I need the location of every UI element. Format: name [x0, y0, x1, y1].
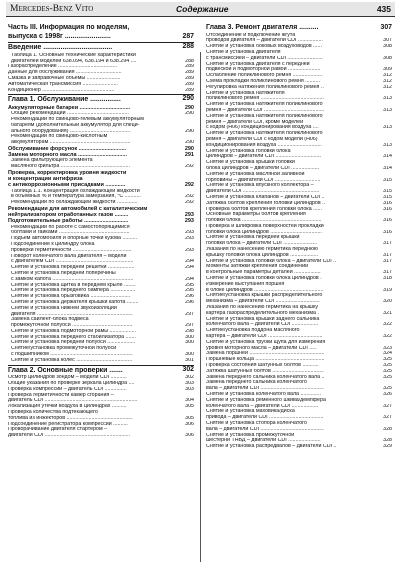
toc-entry-title: кондиционирования воздуха .............................. [206, 142, 322, 148]
toc-entry-title: Снятие и установка головки блока [206, 148, 291, 154]
toc-entry-title: горловины – двигатели CDI ............................... [206, 177, 321, 183]
toc-entry-page: 289 [185, 81, 194, 87]
toc-entry-title: ремня – двигатели CDI, кроме моделей [206, 119, 304, 125]
toc-entry-page: 307 [380, 24, 392, 31]
toc-entry-page: 295 [185, 282, 194, 288]
toc-entry-title: Снятие и установка передней поперечины [8, 270, 116, 276]
toc-entry-page: 315 [383, 194, 392, 200]
toc-entry[interactable] [206, 444, 392, 450]
toc-entry-title: двигатели CDI .......................................................... [8, 433, 131, 439]
toc-entry-title: Рекомендации по свинцово-гелевым аккумуляторным [8, 116, 144, 122]
toc-entry-page: 315 [383, 189, 392, 195]
toc-entry-page: 301 [185, 357, 194, 363]
toc-entry-title: Рекомендации по свинцово-кислотным [8, 134, 108, 140]
toc-entry-page: 294 [185, 259, 194, 265]
toc-entry-title: Снятие и установка передней решетки .................. [8, 265, 135, 271]
toc-entry-page: 304 [185, 398, 194, 404]
toc-entry-title: Снятие/установка поддона масляного [206, 328, 300, 334]
toc-entry-page: 327 [383, 403, 392, 409]
toc-entry-page: 290 [182, 95, 194, 103]
toc-entry-title: Часть III. Информация по моделям, [8, 24, 130, 31]
toc-entry-title: Снятие и установка маховика/диска [206, 409, 295, 415]
toc-entry-title: уровня моторного масла – двигатели CDI ..... [206, 345, 317, 351]
toc-entry-page: 308 [383, 55, 392, 61]
toc-entry-title: нейтрализатором отработанных газов ......... [8, 212, 129, 219]
toc-entry-title: Замена моторного масла ................................ [8, 152, 127, 159]
toc-entry-title: Проверка компрессии – двигатель CDI ............... [8, 386, 127, 392]
toc-entry-page: 300 [185, 334, 194, 340]
toc-entry-title: привода – двигатели CDI ..................................... [206, 415, 324, 421]
toc-entry[interactable] [8, 433, 194, 439]
toc-entry-title: Снятие и установка брызговика ........................... [8, 294, 131, 300]
toc-entry-title: Снятие и установка колес ...................................... [8, 357, 133, 363]
toc-entry-title: Снятие и установка натяжителя поликлинового [206, 131, 323, 137]
toc-entry-title: Автоматическая трансмиссия ........................ [8, 81, 118, 87]
toc-entry-title: Подготовительные работы ............................. [8, 218, 129, 225]
toc-entry-title: Снятие и установка двигателя [206, 49, 281, 55]
toc-entry-title: двигателя ................................................................. [8, 311, 133, 317]
toc-entry-page: 325 [383, 363, 392, 369]
toc-entry-title: Замена фильтрующего элемента [8, 158, 93, 164]
toc-entry-page: 287 [182, 32, 194, 40]
toc-entry-title: крышку головки блока цилиндров ................... [206, 252, 319, 258]
toc-entry-page: 312 [383, 73, 392, 79]
toc-entry-title: Моменты затяжки крепления соединений [206, 264, 309, 270]
toc-entry[interactable] [8, 33, 194, 42]
toc-entry-page: 329 [383, 444, 392, 450]
toc-entry-page: 289 [185, 64, 194, 70]
toc-entry-title: Замена переднего сальника коленчатого [206, 380, 307, 386]
toc-entry-title: картера газораспределительного механизма . [206, 310, 319, 316]
toc-entry-title: Снятие и установка трубки щупа для измерения [206, 339, 326, 345]
toc-entry-title: Рекомендации по работе с самостопорящимися [8, 224, 130, 230]
toc-entry-page: 325 [383, 368, 392, 374]
toc-entry-page: 313 [383, 96, 392, 102]
toc-entry-title: Снятие/установка крышки распределительного [206, 293, 323, 299]
toc-entry-page: 323 [383, 345, 392, 351]
toc-entry-page: 290 [184, 104, 194, 111]
toc-entry-title: Замена переднего сальника коленчатого вала .. [206, 374, 325, 380]
toc-entry-page: 303 [185, 381, 194, 387]
toc-entry-title: Затяжка шатунных болтов ................................... [206, 368, 324, 374]
toc-entry-title: ремня – двигатели CDI с кодом модели (H06) [206, 136, 318, 142]
toc-entry-page: 325 [383, 386, 392, 392]
toc-entry-title: Снятие и установка крышки головки [206, 160, 295, 166]
toc-entry-page: 316 [383, 218, 392, 224]
toc-entry-title: Аккумуляторные батареи ................................. [8, 104, 131, 111]
toc-entry-page: 305 [185, 404, 194, 410]
toc-entry-title: с подшипником ........................................................ [8, 352, 133, 358]
toc-entry-title: Указания по нанесению герметика переднюю [206, 247, 318, 253]
toc-entry-page: 305 [185, 415, 194, 421]
toc-entry-title: Замена сайлент-блока подвеса [8, 317, 89, 323]
toc-entry-title: Снятие и установка натяжителя поликлинового [206, 113, 323, 119]
toc-entry-page: 290 [184, 145, 194, 152]
toc-entry[interactable] [8, 358, 194, 364]
toc-entry-title: Газораспределение ........................................ [8, 64, 118, 70]
toc-entry-title: цилиндров – двигатели CDI ............................... [206, 154, 322, 160]
toc-entry-title: Снятие и установка масляной заливной [206, 171, 305, 177]
toc-entry-page: 295 [185, 288, 194, 294]
toc-entry-title: Проверка герметичности камер сгорания – [8, 392, 114, 398]
toc-entry-page: 302 [182, 365, 194, 373]
toc-entry-title: Общие указания по проверке зеркала цилиндра .... [8, 381, 135, 387]
toc-entry-page: 292 [185, 200, 194, 206]
toc-entry-page: 317 [383, 252, 392, 258]
toc-entry-title: аккумуляторам ....................................................... [8, 140, 131, 146]
toc-entry-page: 294 [185, 276, 194, 282]
toc-entry-title: Снятие и установка двигателя с передней [206, 61, 310, 67]
toc-entry-page: 288 [182, 43, 194, 51]
toc-entry-title: Таблица 1.1. Концентрация охлаждающей жидкости [8, 188, 140, 194]
toc-entry-title: Снятие/установка промежуточной полуоси [8, 346, 117, 352]
toc-entry-title: Введение .................................... [8, 44, 113, 52]
toc-entry-title: Проворачивание двигателя стартером – [8, 427, 108, 433]
toc-entry-page: 292 [185, 194, 194, 200]
toc-entry-title: с двигателем CDI ..................................................... [8, 259, 134, 265]
toc-entry-page: 328 [383, 426, 392, 432]
toc-entry-page: 313 [383, 125, 392, 131]
toc-entry-title: батареям (дополнительный аккумулятор для специ- [8, 122, 140, 128]
toc-entry-title: Проверка болтов крепления головки блока ...... [206, 206, 322, 212]
toc-entry-title: Снятие и установка головки блока – двигатели CDI .. [206, 258, 337, 264]
toc-entry-page: 293 [184, 218, 194, 225]
toc-entry-title: Смазка и заправочные объемы ....................... [8, 75, 121, 81]
toc-entry-title: ального оборудования) ......................................... [8, 128, 131, 134]
toc-entry-page: 312 [383, 84, 392, 90]
toc-entry-page: 297 [185, 311, 194, 317]
toc-entry-title: вала – двигатели CDI ........................................... [206, 426, 324, 432]
toc-entry-title: Снятие и установка переднего бампера ................. [8, 288, 136, 294]
toc-entry-title: Рекомендации по охлаждающей жидкости .............. [8, 200, 138, 206]
toc-entry-title: Регулировка натяжения поликлинового ремня .. [206, 84, 324, 90]
toc-entry-page: 306 [185, 421, 194, 427]
toc-entry-title: механизма – двигатели CDI .............................. [206, 299, 320, 305]
toc-entry-title: Общие рекомендации .......................................... [8, 111, 129, 117]
toc-entry-title: Снятие и установка головки блока цилиндров . [206, 276, 322, 282]
toc-left-column [8, 24, 194, 439]
toc-entry-page: 320 [383, 299, 392, 305]
toc-entry-page: 321 [383, 310, 392, 316]
toc-entry-page: 316 [383, 200, 392, 206]
toc-entry-title: поликлинового ремня ........................................... [206, 96, 325, 102]
toc-entry-title: Схема прокладки поликлинового ремня .......... [206, 78, 320, 84]
toc-entry-title: коленчатого вала – двигатели CDI .................. [206, 322, 319, 328]
toc-entry-page: 325 [383, 374, 392, 380]
toc-entry-page: 294 [185, 265, 194, 271]
toc-entry-title: Локализация утечки воздуха в цилиндрах .......... [8, 404, 127, 410]
toc-entry-page: 293 [185, 247, 194, 253]
toc-entry-page: 290 [185, 140, 194, 146]
toc-entry-title: с трансмиссией – двигатели CDI ........................ [206, 55, 323, 61]
toc-entry-page: 289 [185, 87, 194, 93]
toc-entry[interactable] [8, 24, 194, 33]
toc-entry-page: 306 [185, 433, 194, 439]
toc-entry-page: 319 [383, 287, 392, 293]
toc-entry[interactable] [206, 24, 392, 33]
toc-entry-title: проводов двигателя – двигатели CDI ................. [206, 38, 323, 44]
toc-entry-title: Осмотр цилиндров зондом – модели CDI ........... [8, 375, 127, 381]
toc-entry-title: Поворот коленчатого вала двигателя – модели [8, 253, 127, 259]
toc-entry-title: Указания по нанесению герметика на крышку [206, 305, 319, 311]
toc-entry-title: головки блока ...................................................... [206, 218, 322, 224]
toc-entry-title: Данные для обслуживания ............................... [8, 70, 122, 76]
toc-entry-page: 293 [184, 212, 194, 219]
toc-entry-title: Глава 2. Основные проверки ....... [8, 366, 123, 374]
toc-entry-page: 296 [185, 299, 194, 305]
toc-entry-title: Снятие и установка промежуточной [206, 432, 295, 438]
toc-entry-title: Основные параметры болтов крепления [206, 212, 306, 218]
toc-entry-title: Замена поршней ................................................... [206, 351, 325, 357]
page-header [6, 2, 395, 17]
toc-entry-title: двигатель CDI ............................................................... [8, 398, 138, 404]
toc-entry-title: Снятие и установка впускного коллектора – [206, 183, 314, 189]
toc-entry-page: 293 [185, 230, 194, 236]
toc-entry-title: Снятие и установка натяжителя [206, 90, 285, 96]
toc-entry-title: Снятие и установка распредвалов – двигатели CDI .. [206, 444, 337, 450]
toc-entry-page: 317 [383, 241, 392, 247]
toc-entry-title: картера – двигатели CDI ..................................... [206, 334, 323, 340]
toc-entry-page: 313 [383, 142, 392, 148]
toc-entry-title: блока цилиндров – двигатели CDI ................... [206, 165, 320, 171]
toc-entry-title: ремня – двигатели CDI ......................................... [206, 107, 325, 113]
running-title: Mercedes-Benz Vito [10, 4, 94, 14]
toc-entry[interactable] [8, 365, 194, 376]
toc-entry-page: 307 [383, 38, 392, 44]
column-divider [200, 52, 201, 562]
toc-entry-page: 292 [185, 164, 194, 170]
toc-entry-title: Снятие и установка передней крышки [206, 235, 300, 241]
toc-right-column [206, 24, 392, 450]
toc-entry-title: Снятие и установка коленчатого вала .............. [206, 392, 322, 397]
toc-entry-title: двигателей моделей 638.094, 638.194 и 638.294 .... [8, 58, 137, 64]
toc-entry-page: 314 [383, 165, 392, 171]
toc-entry-title: Снятие и установка подмоторной рамы .................. [8, 328, 137, 334]
toc-entry-title: Ослабление поликлинового ремня .................... [206, 73, 323, 79]
toc-entry-title: Проверка, корректировка уровня жидкости [8, 169, 127, 176]
toc-entry-title: Снятие и установка переднего стабилизатора ....... [8, 334, 136, 340]
toc-entry-page: 302 [185, 375, 194, 381]
toc-entry-page: 328 [383, 438, 392, 444]
toc-entry-title: с замком капота ....................................................... [8, 276, 134, 282]
toc-entry-title: Подъем автомобиля и опорные точки кузова .......... [8, 236, 138, 242]
toc-entry-title: Отсоединение и подключение жгута [206, 32, 296, 38]
toc-entry-page: 315 [383, 177, 392, 183]
page-number: 435 [376, 4, 391, 14]
toc-entry[interactable] [8, 42, 194, 53]
toc-entry-page: 314 [383, 154, 392, 160]
toc-entry-title: Снятие и установка нижней звукоизоляции [8, 305, 117, 311]
toc-entry-title: Кондиционер ................................................. [8, 87, 115, 93]
toc-entry-title: Рекомендации для автомобилей с каталитическим [8, 205, 148, 212]
toc-entry-title: промежуточной полуоси ......................................... [8, 323, 133, 329]
toc-entry-title: шестерни ТНВД – двигатели CDI ...................... [206, 438, 321, 444]
toc-entry-title: Проверка и шлифовка поверхностей прокладки [206, 223, 324, 229]
toc-entry-title: Снятие и установка ременного шкива/демпфера [206, 397, 326, 403]
toc-entry-title: Снятие и установка натяжителя поликлинового [206, 102, 323, 108]
toc-entry-title: коленчатого вала – двигатели CDI .................. [206, 403, 319, 409]
toc-entry-title: с антикоррозионными присадками ............. [8, 182, 126, 189]
toc-entry-title: подвеской и подмоторной рамой ...................... [206, 67, 321, 73]
toc-entry-page: 292 [184, 182, 194, 189]
toc-entry-title: в объемных % и температура замерзания, °C ........... [8, 194, 141, 200]
toc-entry-title: головки блока – двигатели CDI ....................... [206, 241, 318, 247]
toc-entry-title: Снятие и установка боковых воздуховодов ...... [206, 44, 322, 50]
toc-entry-title: выпуска с 1998г ........................ [8, 32, 111, 40]
toc-entry-page: 326 [383, 392, 392, 397]
toc-entry-page: 289 [185, 70, 194, 76]
toc-entry-page: 290 [185, 128, 194, 134]
toc-entry-page: 300 [185, 352, 194, 358]
toc-entry-page: 322 [383, 322, 392, 328]
toc-entry-title: Снятие и установка крышки заднего сальника [206, 316, 320, 322]
toc-entry-title: Снятие и установка держателя крышки капота ........ [8, 299, 139, 305]
toc-entry-title: Измерение выступания поршня [206, 281, 285, 287]
toc-entry-page: 293 [185, 236, 194, 242]
toc-entry-title: Проверка состояния шатунных болтов ........... [206, 363, 319, 369]
toc-entry-title: Снятие и установка щитка в переднем крыле ........ [8, 282, 136, 288]
toc-entry-page: 288 [185, 58, 194, 64]
toc-entry-title: Подсоединение к цилиндру блока [8, 241, 95, 247]
toc-entry-page: 308 [383, 44, 392, 50]
toc-entry-page: 318 [383, 276, 392, 282]
toc-entry-page: 325 [383, 357, 392, 363]
toc-entry-title: проверки герметичности ........................................ [8, 247, 132, 253]
toc-entry-page: 316 [383, 229, 392, 235]
toc-entry-page: 298 [185, 328, 194, 334]
toc-entry-title: с кодом (H06) кондиционирования воздуха .... [206, 125, 319, 131]
toc-entry-title: Глава 3. Ремонт двигателя .......... [206, 24, 319, 31]
section-title: Содержание [176, 4, 229, 14]
toc-entry-page: 303 [185, 386, 194, 392]
toc-entry-title: Затяжка болтов крепления головки цилиндров .. [206, 200, 326, 206]
toc-entry-title: Таблица 1. Основные технические характеристики [8, 52, 136, 58]
toc-entry-title: Глава 1. Обслуживание ................ [8, 96, 121, 104]
toc-entry-page: 300 [185, 340, 194, 346]
toc-entry-title: в блоке цилиндров ............................................... [206, 287, 324, 293]
toc-entry-page: 309 [383, 67, 392, 73]
toc-entry-title: и концентрации антифриза [8, 176, 83, 183]
toc-entry-page: 297 [185, 323, 194, 329]
toc-entry-title: Снятие и установка клапанов – двигатели CDI .. [206, 194, 325, 200]
toc-entry-page: 322 [383, 334, 392, 340]
toc-entry-page: 327 [383, 415, 392, 421]
toc-entry-title: масляного фильтра ............................................... [8, 164, 130, 170]
toc-entry-title: двигатели CDI .................................................... [206, 189, 320, 195]
toc-entry-page: 317 [383, 270, 392, 276]
toc-entry-page: 296 [185, 294, 194, 300]
toc-entry-title: Подсоединение регистратора компрессии .......... [8, 421, 128, 427]
toc-entry[interactable] [8, 88, 194, 94]
toc-entry-page: 313 [383, 107, 392, 113]
toc-entry-title: топлива из инжекторов ............................................. [8, 415, 133, 421]
toc-entry-page: 324 [383, 351, 392, 357]
toc-entry-title: вала – двигатели CDI ........................................... [206, 386, 324, 392]
toc-entry-page: 317 [383, 258, 392, 264]
toc-entry-title: головки блока цилиндров ................................... [206, 229, 322, 235]
toc-entry-title: Снятие и установка передней полуоси ................... [8, 340, 136, 346]
toc-entry-title: Обслуживание форсунок ............................... [8, 145, 127, 152]
toc-entry-title: болтами и гайками ................................................ [8, 230, 130, 236]
toc-entry-title: Проверка количества подтекающего [8, 410, 98, 416]
toc-entry-title: Снятие и установка стопора коленчатого [206, 420, 307, 426]
toc-entry-title: Поршневые кольца ............................................... [206, 357, 325, 363]
toc-entry-title: в контрольные параметры деталей .................. [206, 270, 321, 276]
toc-entry-page: 312 [383, 78, 392, 84]
toc-entry[interactable] [8, 94, 194, 105]
toc-entry-page: 290 [185, 111, 194, 117]
toc-entry-page: 289 [185, 75, 194, 81]
toc-entry-page: 291 [184, 152, 194, 159]
toc-entry-page: 316 [383, 206, 392, 212]
